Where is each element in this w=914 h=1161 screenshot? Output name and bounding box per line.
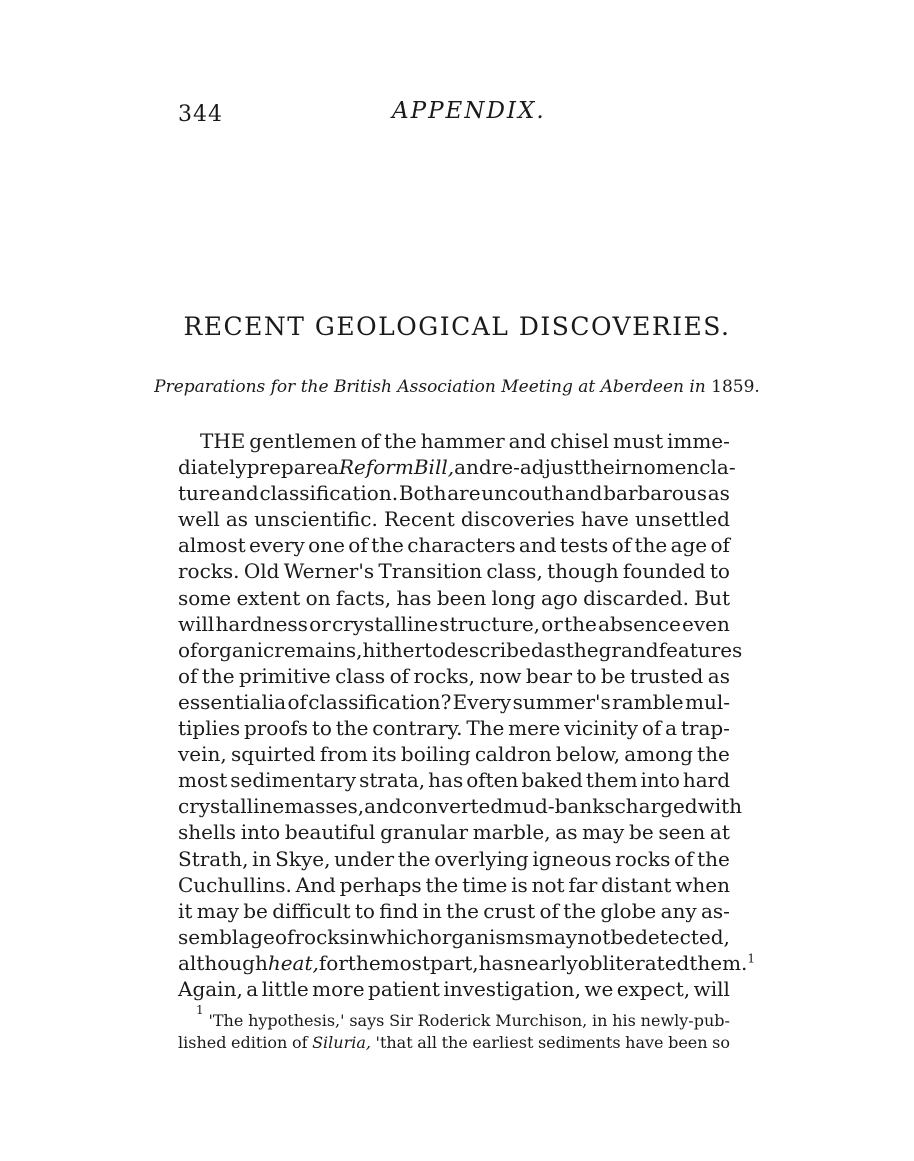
text-line [178,715,730,741]
word: will [693,976,730,1001]
word: the [425,872,459,897]
word: But [694,585,730,610]
word: features [658,637,743,662]
word: beautiful [284,820,376,845]
word: and [518,533,557,558]
page-number: 344 [178,102,223,127]
word: masses, [284,794,365,819]
word: Siluria, [312,1033,371,1052]
word: 'that [375,1033,413,1052]
word: essentialia [178,689,287,714]
word: is [511,872,528,897]
word: in [422,898,442,923]
word: gentlemen [249,429,357,453]
word: not [531,872,565,897]
word: boiling [400,742,471,767]
word: most [380,950,430,975]
word: rocks [294,924,350,949]
word: says [349,1011,385,1030]
word: organisms [429,924,535,949]
word: among [624,742,693,767]
word: unscientific. [254,507,378,532]
word: obliterated [577,950,690,975]
text-line [178,663,730,689]
word: class [335,663,386,688]
word: the [335,716,369,741]
word: crystalline [332,611,439,636]
word: trap- [680,716,730,741]
word: described [444,637,544,662]
article-title: RECENT GEOLOGICAL DISCOVERIES. [183,312,731,341]
word: not [577,924,611,949]
word: though [547,559,619,584]
word: almost [178,533,246,558]
word: its [372,742,397,767]
word: the [564,611,597,636]
word: the [347,950,381,975]
running-head: APPENDIX. [392,98,546,124]
word: converted [401,794,504,819]
word: classification. [259,481,399,506]
text-line [178,741,730,767]
word: as [555,820,578,845]
word: nearly [513,950,578,975]
text-line [178,532,730,558]
word: one [308,533,345,558]
word: and [364,794,402,819]
text-line [178,454,736,480]
word: perhaps [339,872,422,897]
word: in [252,846,272,871]
text-line [178,767,730,793]
word: nomencla- [630,455,736,480]
word: as [543,637,566,662]
word: vein, [178,742,227,767]
word: unsettled [634,507,730,532]
text-line [178,898,730,924]
text-line [178,689,730,715]
article-subtitle [0,377,914,397]
word: be [629,820,654,845]
word: ramble [612,689,684,714]
text-line [178,558,730,584]
word: been [668,1033,708,1052]
word: to [311,716,332,741]
word: more [312,976,365,1001]
word: sedimentary [230,768,357,793]
word: be [600,663,626,688]
word: Strath, [178,846,249,871]
word: newly-pub- [640,1011,730,1030]
word: tiplies [178,716,241,741]
footnote-line [178,1032,730,1054]
word: some [178,585,232,610]
word: the [565,637,599,662]
word: a [327,455,339,480]
footnote-marker: 1 [196,1003,204,1017]
word: chisel [550,429,610,453]
text-line [178,924,730,950]
word: to [354,898,375,923]
word: the [383,429,417,453]
word: as [707,663,730,688]
word: Roderick [417,1011,491,1030]
word: of [178,663,198,688]
word: trusted [629,663,704,688]
word: seen [658,820,706,845]
word: organic [197,637,275,662]
word: we [584,976,614,1001]
word: distant [601,872,672,897]
word: or [541,611,563,636]
word: rocks. [178,559,240,584]
word: caldron [474,742,552,767]
word: ture [178,481,221,506]
word: the [634,533,668,558]
word: structure, [439,611,541,636]
word: Werner's [283,559,375,584]
word: of [178,637,198,662]
text-line [178,872,730,898]
word: Skye, [275,846,331,871]
word: The [466,716,505,741]
word: may [535,924,578,949]
word: every [248,533,305,558]
text-line [178,611,730,637]
word: when [675,872,730,897]
word: investigation, [443,976,581,1001]
word: granular [380,820,469,845]
word: shells [178,820,237,845]
word: characters [407,533,516,558]
word: edition [231,1033,288,1052]
word: Old [243,559,280,584]
word: of [611,533,632,558]
word: THE [200,429,246,453]
word: must [612,429,664,453]
word: find [379,898,419,923]
word: to [576,663,597,688]
word: will [178,611,215,636]
word: of [360,429,381,453]
text-line [178,976,730,1002]
subtitle-year: 1859. [711,377,760,397]
word: mud-banks [503,794,615,819]
word: sediments [537,1033,621,1052]
word: primitive [239,663,331,688]
word: difficult [272,898,351,923]
word: contrary. [372,716,463,741]
word: any [660,898,697,923]
word: the [563,898,597,923]
word: well [178,507,220,532]
word: of [287,689,307,714]
word: the [697,742,730,767]
word: uncouth [481,481,565,506]
text-line [178,819,730,845]
word: has [478,950,514,975]
text-line [178,793,743,819]
word: overlying [434,846,529,871]
word: or [309,611,331,636]
word: of [291,1033,308,1052]
word: earliest [472,1033,534,1052]
text-line [178,585,730,611]
word: the [397,846,431,871]
word: summer's [512,689,611,714]
word: his [612,1011,636,1030]
word: remains, [274,637,363,662]
word: most [178,768,228,793]
word: far [568,872,598,897]
word: proofs [243,716,309,741]
word: of [348,533,368,558]
word: the [441,1033,468,1052]
word: lished [178,1033,227,1052]
word: them [585,768,638,793]
word: Murchison, [495,1011,588,1030]
footnote-reference: 1 [747,951,756,966]
word: strata, [359,768,426,793]
word: age [670,533,708,558]
word: detected, [635,924,730,949]
word: Transition [378,559,483,584]
word: into [240,820,281,845]
word: class, [486,559,543,584]
word: long [491,585,536,610]
word: them.$^1$ [689,950,756,975]
word: as- [700,898,730,923]
word: rocks [615,846,671,871]
word: the [697,846,730,871]
word: be [610,924,636,949]
word: charged [614,794,698,819]
word: now [479,663,522,688]
word: semblage [178,924,275,949]
word: patient [368,976,440,1001]
word: and [221,481,259,506]
word: below, [555,742,621,767]
word: hitherto [362,637,445,662]
word: grand [598,637,659,662]
word: so [712,1033,730,1052]
word: Both [398,481,447,506]
word: have [580,507,629,532]
word: igneous [532,846,612,871]
text-line [178,637,743,663]
word: absence [598,611,681,636]
word: facts, [335,585,392,610]
word: vicinity [564,716,639,741]
word: as [225,507,249,532]
word: although [178,950,268,975]
word: mul- [684,689,730,714]
word: prepare [246,455,328,480]
word: from [319,742,368,767]
word: squirted [231,742,316,767]
word: little [261,976,309,1001]
word: discoveries [460,507,575,532]
word: 'The [208,1011,244,1030]
word: Every [452,689,512,714]
word: Recent [383,507,455,532]
word: expect, [616,976,691,1001]
word: rocks, [413,663,476,688]
word: in [349,924,370,949]
word: on [305,585,331,610]
word: in [592,1011,608,1030]
word: all [417,1033,438,1052]
word: and [564,481,603,506]
word: with [697,794,743,819]
word: of [710,533,730,558]
word: may [196,898,239,923]
footnote [178,1003,730,1054]
word: the [371,533,404,558]
word: Cuchullins. [178,872,292,897]
text-line [178,506,730,532]
word: and [508,429,547,453]
word: under [334,846,395,871]
word: it [178,898,193,923]
word: Sir [389,1011,413,1030]
word: ago [540,585,578,610]
word: of [674,846,694,871]
word: Reform [338,455,414,480]
word: part, [429,950,479,975]
word: been [436,585,487,610]
word: be [243,898,268,923]
word: a [246,976,259,1001]
word: crystalline [178,794,285,819]
word: globe [600,898,657,923]
text-line [178,480,730,506]
word: discarded. [583,585,690,610]
word: bear [525,663,572,688]
word: of [641,716,662,741]
word: have [625,1033,664,1052]
word: re-adjust [491,455,582,480]
word: imme- [666,429,730,453]
footnote-line [178,1003,730,1032]
body-text [178,428,756,1002]
word: hard [682,768,730,793]
word: diately [178,455,247,480]
word: hypothesis,' [248,1011,345,1030]
word: baked [521,768,583,793]
word: may [582,820,625,845]
word: of [539,898,559,923]
text-line [178,950,756,976]
word: and [454,455,492,480]
word: into [640,768,680,793]
word: has [396,585,432,610]
word: their [581,455,631,480]
word: hammer [420,429,505,453]
word: for [318,950,348,975]
word: extent [236,585,301,610]
word: barbarous [603,481,707,506]
word: of [389,663,410,688]
word: crust [483,898,536,923]
word: founded [622,559,706,584]
word: And [295,872,336,897]
word: as [707,481,730,506]
word: hardness [215,611,308,636]
word: has [428,768,464,793]
word: Again, [178,976,243,1001]
word: to [709,559,730,584]
word: Bill, [413,455,455,480]
text-line [178,428,730,454]
subtitle-text: Preparations for the British Association Meeting at Aberdeen in [154,377,706,397]
word: which [369,924,430,949]
word: classification? [308,689,452,714]
word: of [274,924,295,949]
text-line [178,846,730,872]
word: heat, [267,950,319,975]
word: even [682,611,730,636]
word: the [446,898,479,923]
word: the [201,663,235,688]
word: are [447,481,481,506]
word: often [466,768,519,793]
word: a [665,716,678,741]
word: time [462,872,508,897]
word: mere [508,716,561,741]
word: marble, [472,820,551,845]
word: tests [559,533,609,558]
word: at [709,820,730,845]
